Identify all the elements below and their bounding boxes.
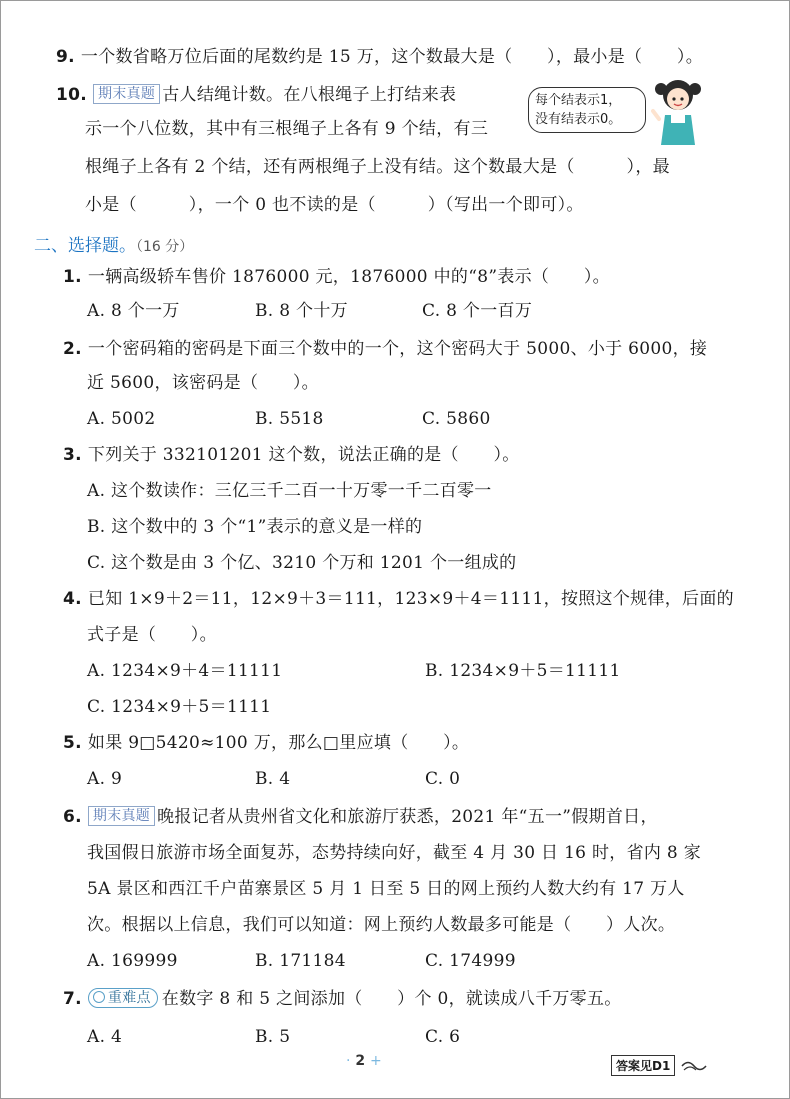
question-text: 一个数省略万位后面的尾数约是 15 万，这个数最大是（ ），最小是（ ）。: [80, 47, 704, 67]
question-text-line: 次。根据以上信息，我们可以知道：网上预约人数最多可能是（ ）人次。: [87, 915, 676, 935]
option-c[interactable]: C. 1234×9＋5＝1111: [87, 697, 272, 717]
question-text-line: 式子是（ ）。: [87, 625, 217, 645]
option-a[interactable]: A. 4: [87, 1027, 123, 1047]
question-number: 2.: [63, 339, 82, 359]
option-b[interactable]: B. 4: [255, 769, 291, 789]
question-number: 4.: [63, 589, 82, 609]
choice-question-4: [63, 587, 734, 611]
option-a[interactable]: A. 169999: [87, 951, 178, 971]
question-number: 1.: [63, 267, 82, 287]
choice-question-3: [63, 443, 520, 467]
decor-dot: ·: [346, 1053, 351, 1069]
option-b[interactable]: B. 8 个十万: [255, 301, 348, 321]
question-text-line: 近 5600，该密码是（ ）。: [87, 373, 319, 393]
answer-reference: [611, 1055, 726, 1077]
question-number: 3.: [63, 445, 82, 465]
question-text: 一辆高级轿车售价 1876000 元，1876000 中的“8”表示（ ）。: [87, 267, 610, 287]
option-b[interactable]: B. 5: [255, 1027, 291, 1047]
difficulty-tag: [88, 988, 158, 1008]
question-text: 下列关于 332101201 这个数，说法正确的是（ ）。: [87, 445, 520, 465]
choice-question-7: [63, 987, 622, 1011]
option-a[interactable]: A. 8 个一万: [87, 301, 180, 321]
question-text: 已知 1×9＋2＝11，12×9＋3＝111，123×9＋4＝1111，按照这个规律，后面的: [87, 589, 734, 609]
option-c[interactable]: C. 8 个一百万: [422, 301, 533, 321]
section-heading: [34, 231, 193, 256]
decor-plus: +: [369, 1053, 382, 1069]
answer-label: 答案见D1: [611, 1055, 675, 1076]
question-10-line: 根绳子上各有 2 个结，还有两根绳子上没有结。这个数最大是（ ），最: [85, 157, 670, 177]
option-a[interactable]: A. 1234×9＋4＝11111: [87, 661, 283, 681]
hint-text: 每个结表示1，: [535, 93, 622, 108]
option-a[interactable]: A. 这个数读作：三亿三千二百一十万零一千二百零一: [87, 481, 492, 501]
page-number-text: 2: [355, 1053, 366, 1069]
question-text-line: 我国假日旅游市场全面复苏，态势持续向好，截至 4 月 30 日 16 时，省内 8 家: [87, 843, 702, 863]
option-b[interactable]: B. 这个数中的 3 个“1”表示的意义是一样的: [87, 517, 423, 537]
option-b[interactable]: B. 5518: [255, 409, 324, 429]
option-c[interactable]: C. 174999: [425, 951, 516, 971]
hint-text: 没有结表示0。: [535, 112, 622, 127]
question-10-line: 示一个八位数，其中有三根绳子上各有 9 个结，有三: [85, 119, 489, 139]
choice-question-2: [63, 337, 707, 361]
question-10: [56, 83, 456, 107]
option-c[interactable]: C. 6: [425, 1027, 461, 1047]
option-c[interactable]: C. 0: [425, 769, 461, 789]
question-number: 5.: [63, 733, 82, 753]
section-points: （16 分）: [136, 239, 194, 255]
hint-bubble: [528, 87, 646, 133]
question-10-line: 小是（ ），一个 0 也不读的是（ ）（写出一个即可）。: [85, 195, 584, 215]
question-text-line: 5A 景区和西江千户苗寨景区 5 月 1 日至 5 日的网上预约人数大约有 17 万人: [87, 879, 685, 899]
choice-question-6: [63, 805, 658, 829]
option-a[interactable]: A. 9: [87, 769, 123, 789]
difficulty-label: 重难点: [107, 990, 151, 1006]
choice-question-5: [63, 731, 469, 755]
exam-tag: 期末真题: [88, 806, 155, 826]
question-text: 古人结绳计数。在八根绳子上打结来表: [162, 85, 457, 105]
question-text: 在数字 8 和 5 之间添加（ ）个 0，就读成八千万零五。: [161, 989, 622, 1009]
question-number: 7.: [63, 989, 82, 1009]
question-number: 10.: [56, 85, 88, 105]
question-number: 6.: [63, 807, 82, 827]
option-c[interactable]: C. 5860: [422, 409, 491, 429]
swirl-icon: [680, 1059, 708, 1073]
option-b[interactable]: B. 171184: [255, 951, 346, 971]
question-text: 晚报记者从贵州省文化和旅游厅获悉，2021 年“五一”假期首日，: [157, 807, 658, 827]
option-b[interactable]: B. 1234×9＋5＝11111: [425, 661, 621, 681]
question-number: 9.: [56, 47, 75, 67]
section-title: 二、选择题。: [34, 236, 136, 256]
question-text: 一个密码箱的密码是下面三个数中的一个，这个密码大于 5000、小于 6000，接: [87, 339, 708, 359]
question-text: 如果 9□5420≈100 万，那么□里应填（ ）。: [87, 733, 470, 753]
option-a[interactable]: A. 5002: [87, 409, 156, 429]
option-c[interactable]: C. 这个数是由 3 个亿、3210 个万和 1201 个一组成的: [87, 553, 517, 573]
target-icon: [93, 991, 105, 1003]
page-number: [346, 1053, 382, 1069]
question-9: [56, 45, 703, 69]
cartoon-girl-icon: [651, 75, 705, 149]
choice-question-1: [63, 265, 610, 289]
exam-tag: 期末真题: [93, 84, 160, 104]
